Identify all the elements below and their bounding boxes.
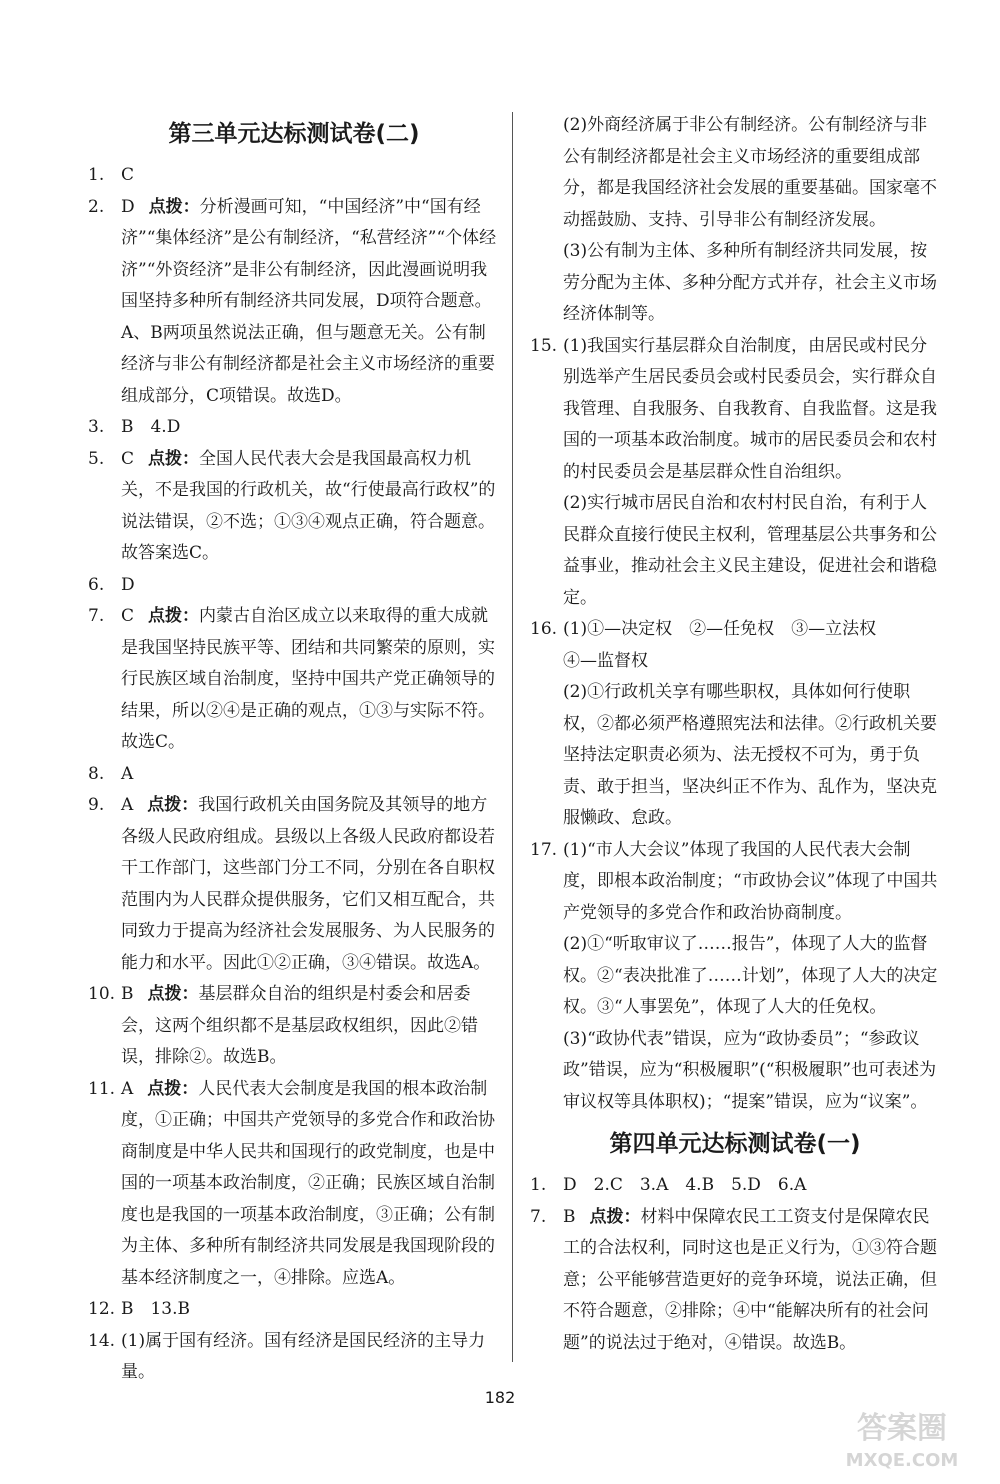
answer-choice: B xyxy=(121,984,134,1004)
column-divider xyxy=(512,112,513,1362)
answer-item xyxy=(88,160,500,192)
question-number: 10. xyxy=(88,984,116,1004)
watermark-logo xyxy=(822,1404,982,1474)
question-number: 2. xyxy=(88,196,105,217)
answer-sub-item: (2)外商经济属于非公有制经济。公有制经济与非公有制经济都是社会主义市场经济的重要组成部分，都是我国经济社会发展的重要基础。国家毫不动摇鼓励、支持、引导非公有制经济发展。 xyxy=(563,115,937,230)
question-number: 1. xyxy=(88,165,105,185)
answer-item xyxy=(88,412,500,444)
answer-item xyxy=(530,835,940,930)
answer-choice: B xyxy=(563,1206,576,1227)
hint-label: 点拨： xyxy=(589,1206,641,1227)
left-column xyxy=(88,110,500,1389)
question-number: 5. xyxy=(88,448,105,469)
answer-text: B 13.B xyxy=(121,1299,191,1319)
answer-text: (1)我国实行基层群众自治制度，由居民或村民分别选举产生居民委员会或村民委员会，实行群众自我管理、自我服务、自我教育、自我监督。这是我国的一项基本政治制度。城市的居民委员会和农村的村民委员会是基层群众性自治组织。 xyxy=(563,335,937,482)
answer-list xyxy=(530,331,940,1119)
answer-item xyxy=(88,759,500,791)
question-number: 1. xyxy=(530,1175,547,1195)
answer-item xyxy=(530,614,940,646)
question-number: 15. xyxy=(530,335,558,356)
answer-choice: D xyxy=(121,196,135,217)
answer-text: 全国人民代表大会是我国最高权力机关，不是我国的行政机关，故“行使最高行政权”的说法错误，②不选；①③④观点正确，符合题意。故答案选C。 xyxy=(121,448,496,563)
answer-text: 分析漫画可知，“中国经济”中“国有经济”“集体经济”是公有制经济，“私营经济”“个体经济”“外资经济”是非公有制经济，因此漫画说明我国坚持多种所有制经济共同发展，D项符合题意。A、B两项虽然说法正确，但与题意无关。公有制经济与非公有制经济都是社会主义市场经济的重要组成部分，C项错误。故选D。 xyxy=(121,196,497,406)
answer-sub-item: (3)“政协代表”错误，应为“政协委员”；“参政议政”错误，应为“积极履职”(“积极履职”也可表述为审议权等具体职权)；“提案”错误，应为“议案”。 xyxy=(563,1028,937,1112)
answer-sub-item: (2)①“听取审议了……报告”，体现了人大的监督权。②“表决批准了……计划”，体现了人大的决定权。③“人事罢免”，体现了人大的任免权。 xyxy=(563,934,938,1017)
svg-text:答案圈: 答案圈 xyxy=(857,1411,947,1446)
question-number: 6. xyxy=(88,574,105,595)
answer-item xyxy=(88,570,500,602)
answer-choice: A xyxy=(121,1078,134,1099)
section-title: 第三单元达标测试卷(二) xyxy=(168,121,420,147)
answer-text: 我国行政机关由国务院及其领导的地方各级人民政府组成。县级以上各级人民政府都设若干工作部门，这些部门分工不同，分别在各自职权范围内为人民群众提供服务，它们又相互配合，共同致力于提高为经济社会发展服务、为人民服务的能力和水平。因此①②正确，③④错误。故选A。 xyxy=(121,795,495,973)
answer-text: 材料中保障农民工工资支付是保障农民工的合法权利，同时这也是正义行为，①③符合题意；公平能够营造更好的竞争环境，说法正确，但不符合题意，②排除；④中“能解决所有的社会问题”的说法过于绝对，④错误。故选B。 xyxy=(563,1206,937,1353)
answer-text: D 2.C 3.A 4.B 5.D 6.A xyxy=(563,1175,807,1195)
answer-text: A xyxy=(121,763,134,784)
hint-label: 点拨： xyxy=(148,606,200,626)
question-number: 14. xyxy=(88,1330,116,1351)
question-number: 12. xyxy=(88,1299,116,1319)
right-column xyxy=(530,110,940,1359)
answer-list xyxy=(88,160,500,1389)
answer-item xyxy=(88,790,500,979)
answer-item xyxy=(88,192,500,413)
answer-text: (1)①—决定权 ②—任免权 ③—立法权 xyxy=(563,619,877,639)
answer-text: 人民代表大会制度是我国的根本政治制度，①正确；中国共产党领导的多党合作和政治协商制度是中华人民共和国现行的政党制度，也是中国的一项基本政治制度，②正确；民族区域自治制度也是我国的一项基本政治制度，③正确；公有制为主体、多种所有制经济共同发展是我国现阶段的基本经济制度之一，④排除。应选A。 xyxy=(121,1078,495,1288)
answer-item xyxy=(530,1202,940,1360)
answer-text: (1)“市人大会议”体现了我国的人民代表大会制度，即根本政治制度；“市政协会议”体现了中国共产党领导的多党合作和政治协商制度。 xyxy=(563,839,938,923)
answer-item xyxy=(88,1326,500,1389)
answer-item xyxy=(530,331,940,489)
page-number: 182 xyxy=(484,1388,516,1407)
answer-sub-item: (3)公有制为主体、多种所有制经济共同发展，按劳分配为主体、多种分配方式并存，社会主义市场经济体制等。 xyxy=(563,241,937,324)
answer-choice: C xyxy=(121,448,135,469)
answer-text: 基层群众自治的组织是村委会和居委会，这两个组织都不是基层政权组织，因此②错误，排除②。故选B。 xyxy=(121,984,478,1067)
answer-continuation xyxy=(530,110,940,331)
answer-item xyxy=(530,1170,940,1202)
section-title: 第四单元达标测试卷(一) xyxy=(609,1131,861,1157)
hint-label: 点拨： xyxy=(147,795,199,815)
question-number: 7. xyxy=(88,606,105,626)
svg-text:MXQE.COM: MXQE.COM xyxy=(845,1450,959,1471)
hint-label: 点拨： xyxy=(148,448,200,469)
answer-choice: A xyxy=(121,795,134,815)
hint-label: 点拨： xyxy=(147,984,199,1004)
answer-text: D xyxy=(121,574,135,595)
answer-sub-item: (2)实行城市居民自治和农村村民自治，有利于人民群众直接行使民主权利，管理基层公共事务和公益事业，推动社会主义民主建设，促进社会和谐稳定。 xyxy=(563,493,937,608)
answer-sub-item: (2)①行政机关享有哪些职权，具体如何行使职权，②都必须严格遵照宪法和法律。②行政机关要坚持法定职责必须为、法无授权不可为，勇于负责、敢于担当，坚决纠正不作为、乱作为，坚决克服懒政、怠政。 xyxy=(563,682,937,828)
hint-label: 点拨： xyxy=(147,1078,199,1099)
answer-item xyxy=(88,601,500,759)
question-number: 11. xyxy=(88,1078,116,1099)
answer-item xyxy=(88,1074,500,1295)
question-number: 16. xyxy=(530,619,558,639)
answer-text: 内蒙古自治区成立以来取得的重大成就是我国坚持民族平等、团结和共同繁荣的原则，实行民族区域自治制度，坚持中国共产党正确领导的结果，所以②④是正确的观点，①③与实际不符。故选C。 xyxy=(121,606,495,752)
hint-label: 点拨： xyxy=(148,196,200,217)
question-number: 8. xyxy=(88,763,105,784)
answer-sub-item: ④—监督权 xyxy=(563,650,648,671)
answer-text: C xyxy=(121,165,135,185)
answer-list xyxy=(530,1170,940,1359)
answer-item xyxy=(88,1294,500,1326)
answer-choice: C xyxy=(121,606,135,626)
answer-item xyxy=(88,979,500,1074)
question-number: 9. xyxy=(88,795,105,815)
question-number: 3. xyxy=(88,417,105,437)
answer-text: (1)属于国有经济。国有经济是国民经济的主导力量。 xyxy=(121,1330,486,1382)
question-number: 17. xyxy=(530,839,558,860)
question-number: 7. xyxy=(530,1206,547,1227)
answer-text: B 4.D xyxy=(121,417,181,437)
answer-item xyxy=(88,444,500,570)
